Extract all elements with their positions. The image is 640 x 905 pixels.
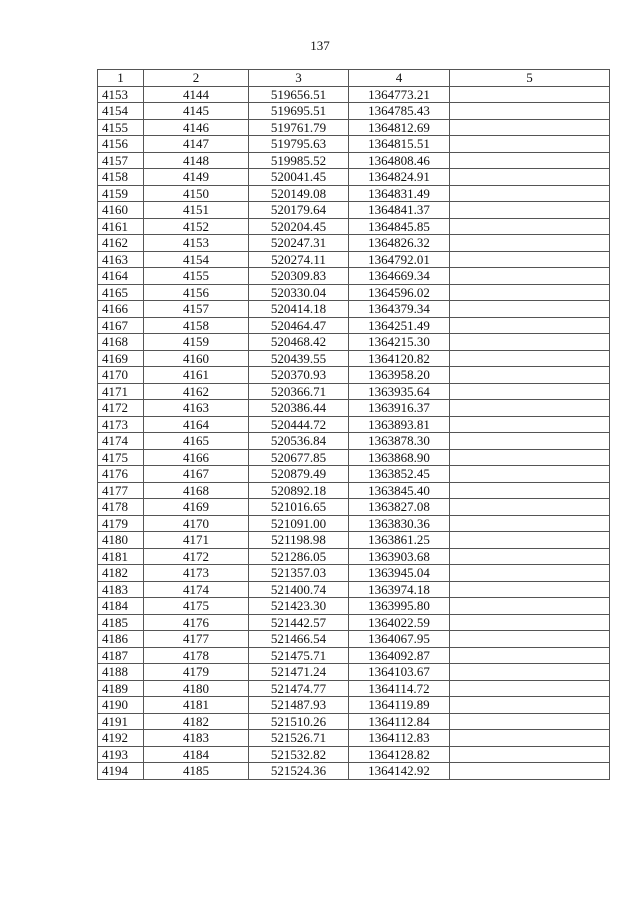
table-cell: 521423.30 xyxy=(249,598,349,615)
table-cell: 1363830.36 xyxy=(349,515,450,532)
table-row xyxy=(98,730,610,747)
table-cell: 4151 xyxy=(144,202,249,219)
table-cell: 4155 xyxy=(144,268,249,285)
table-cell: 1363995.80 xyxy=(349,598,450,615)
table-cell: 4173 xyxy=(144,565,249,582)
table-row xyxy=(98,317,610,334)
table-cell: 4181 xyxy=(98,548,144,565)
table-body xyxy=(98,86,610,779)
table-cell: 4185 xyxy=(98,614,144,631)
table-cell: 1363852.45 xyxy=(349,466,450,483)
table-cell xyxy=(450,284,610,301)
table-cell xyxy=(450,581,610,598)
table-cell: 520536.84 xyxy=(249,433,349,450)
table-cell: 520879.49 xyxy=(249,466,349,483)
table-row xyxy=(98,515,610,532)
table-cell: 4181 xyxy=(144,697,249,714)
table-cell: 521400.74 xyxy=(249,581,349,598)
table-row xyxy=(98,86,610,103)
table-row xyxy=(98,202,610,219)
table-cell xyxy=(450,218,610,235)
table-row xyxy=(98,763,610,780)
table-cell: 4154 xyxy=(144,251,249,268)
table-cell: 1364841.37 xyxy=(349,202,450,219)
table-cell: 520677.85 xyxy=(249,449,349,466)
table-cell: 520386.44 xyxy=(249,400,349,417)
table-cell: 4176 xyxy=(98,466,144,483)
table-row xyxy=(98,119,610,136)
table-cell: 4167 xyxy=(144,466,249,483)
table-cell: 520330.04 xyxy=(249,284,349,301)
table-cell: 4160 xyxy=(98,202,144,219)
table-cell: 4174 xyxy=(98,433,144,450)
table-cell: 520179.64 xyxy=(249,202,349,219)
table-cell: 4182 xyxy=(98,565,144,582)
table-cell xyxy=(450,235,610,252)
table-cell: 4175 xyxy=(144,598,249,615)
table-cell: 4156 xyxy=(98,136,144,153)
table-cell: 1364103.67 xyxy=(349,664,450,681)
table-cell: 520444.72 xyxy=(249,416,349,433)
table-cell: 1364808.46 xyxy=(349,152,450,169)
table-cell: 4171 xyxy=(144,532,249,549)
table-row xyxy=(98,499,610,516)
table-row xyxy=(98,235,610,252)
table-header-row xyxy=(98,70,610,87)
table-cell: 4179 xyxy=(98,515,144,532)
table-row xyxy=(98,680,610,697)
table-cell: 4177 xyxy=(144,631,249,648)
table-cell: 4168 xyxy=(144,482,249,499)
table-cell: 1363861.25 xyxy=(349,532,450,549)
table-row xyxy=(98,565,610,582)
table-cell: 1363903.68 xyxy=(349,548,450,565)
table-cell xyxy=(450,136,610,153)
table-cell: 1363827.08 xyxy=(349,499,450,516)
table-cell: 519656.51 xyxy=(249,86,349,103)
table-cell: 521532.82 xyxy=(249,746,349,763)
table-cell: 1364845.85 xyxy=(349,218,450,235)
table-cell: 4166 xyxy=(144,449,249,466)
table-row xyxy=(98,664,610,681)
table-cell xyxy=(450,301,610,318)
table-cell: 4160 xyxy=(144,350,249,367)
table-cell: 1364669.34 xyxy=(349,268,450,285)
table-cell xyxy=(450,367,610,384)
table-cell: 4157 xyxy=(144,301,249,318)
table-cell: 1363935.64 xyxy=(349,383,450,400)
table-cell: 1363893.81 xyxy=(349,416,450,433)
column-header: 4 xyxy=(349,70,450,87)
table-cell: 1364792.01 xyxy=(349,251,450,268)
table-cell xyxy=(450,614,610,631)
table-row xyxy=(98,334,610,351)
table-row xyxy=(98,433,610,450)
table-cell: 1363878.30 xyxy=(349,433,450,450)
table-cell: 4163 xyxy=(98,251,144,268)
table-cell: 4182 xyxy=(144,713,249,730)
table-cell xyxy=(450,746,610,763)
column-header: 1 xyxy=(98,70,144,87)
table-cell: 4161 xyxy=(98,218,144,235)
table-cell: 1364785.43 xyxy=(349,103,450,120)
table-cell xyxy=(450,763,610,780)
table-cell: 1364215.30 xyxy=(349,334,450,351)
table-cell: 4145 xyxy=(144,103,249,120)
table-cell: 4187 xyxy=(98,647,144,664)
table-row xyxy=(98,548,610,565)
table-cell xyxy=(450,647,610,664)
table-cell: 521286.05 xyxy=(249,548,349,565)
table-cell: 1364251.49 xyxy=(349,317,450,334)
table-cell: 521198.98 xyxy=(249,532,349,549)
table-cell xyxy=(450,119,610,136)
table-cell: 1364112.84 xyxy=(349,713,450,730)
table-cell: 4185 xyxy=(144,763,249,780)
table-row xyxy=(98,152,610,169)
table-row xyxy=(98,697,610,714)
table-row xyxy=(98,251,610,268)
table-cell: 519985.52 xyxy=(249,152,349,169)
table-cell xyxy=(450,482,610,499)
table-cell xyxy=(450,169,610,186)
table-cell: 4167 xyxy=(98,317,144,334)
table-cell xyxy=(450,697,610,714)
table-cell: 521524.36 xyxy=(249,763,349,780)
table-cell: 4158 xyxy=(98,169,144,186)
table-cell: 4170 xyxy=(98,367,144,384)
table-cell: 1364596.02 xyxy=(349,284,450,301)
table-row xyxy=(98,218,610,235)
table-cell xyxy=(450,499,610,516)
table-row xyxy=(98,532,610,549)
table-cell: 4158 xyxy=(144,317,249,334)
table-row xyxy=(98,268,610,285)
page-number: 137 xyxy=(310,38,330,53)
table-cell: 4189 xyxy=(98,680,144,697)
table-cell: 4170 xyxy=(144,515,249,532)
table-cell: 520247.31 xyxy=(249,235,349,252)
table-cell: 1364142.92 xyxy=(349,763,450,780)
table-cell xyxy=(450,317,610,334)
table-cell: 4191 xyxy=(98,713,144,730)
table-cell xyxy=(450,86,610,103)
table-cell: 1364379.34 xyxy=(349,301,450,318)
table-row xyxy=(98,103,610,120)
column-header: 5 xyxy=(450,70,610,87)
table-row xyxy=(98,449,610,466)
table-cell: 520274.11 xyxy=(249,251,349,268)
table-row xyxy=(98,185,610,202)
table-cell xyxy=(450,565,610,582)
table-cell xyxy=(450,152,610,169)
table-cell xyxy=(450,466,610,483)
table-cell: 1364112.83 xyxy=(349,730,450,747)
table-cell xyxy=(450,680,610,697)
table-cell: 1363974.18 xyxy=(349,581,450,598)
table-cell: 1363945.04 xyxy=(349,565,450,582)
table-cell: 521471.24 xyxy=(249,664,349,681)
table-cell: 1364119.89 xyxy=(349,697,450,714)
table-cell: 4162 xyxy=(144,383,249,400)
table-cell: 519795.63 xyxy=(249,136,349,153)
table-cell: 4164 xyxy=(98,268,144,285)
table-cell xyxy=(450,251,610,268)
table-cell: 4155 xyxy=(98,119,144,136)
table-cell: 521091.00 xyxy=(249,515,349,532)
table-cell: 4178 xyxy=(144,647,249,664)
table-cell: 1364831.49 xyxy=(349,185,450,202)
table-cell: 1364114.72 xyxy=(349,680,450,697)
table-cell: 4176 xyxy=(144,614,249,631)
table-cell: 4159 xyxy=(144,334,249,351)
table-cell: 1364815.51 xyxy=(349,136,450,153)
table-cell: 4175 xyxy=(98,449,144,466)
table-cell: 4153 xyxy=(144,235,249,252)
table-cell: 521487.93 xyxy=(249,697,349,714)
table-cell: 520892.18 xyxy=(249,482,349,499)
table-cell: 1364826.32 xyxy=(349,235,450,252)
table-cell: 4190 xyxy=(98,697,144,714)
table-cell: 519695.51 xyxy=(249,103,349,120)
table-cell: 4171 xyxy=(98,383,144,400)
table-row xyxy=(98,350,610,367)
table-cell xyxy=(450,416,610,433)
table-row xyxy=(98,713,610,730)
column-header: 3 xyxy=(249,70,349,87)
table-cell: 4161 xyxy=(144,367,249,384)
table-cell: 4194 xyxy=(98,763,144,780)
table-cell: 521475.71 xyxy=(249,647,349,664)
table-cell: 4174 xyxy=(144,581,249,598)
table-cell: 521474.77 xyxy=(249,680,349,697)
table-cell: 520464.47 xyxy=(249,317,349,334)
table-row xyxy=(98,136,610,153)
table-cell: 4179 xyxy=(144,664,249,681)
table-cell: 4183 xyxy=(98,581,144,598)
table-row xyxy=(98,416,610,433)
table-cell: 520204.45 xyxy=(249,218,349,235)
table-cell xyxy=(450,433,610,450)
table-cell xyxy=(450,202,610,219)
table-cell xyxy=(450,598,610,615)
table-cell: 4154 xyxy=(98,103,144,120)
table-cell xyxy=(450,383,610,400)
table-cell: 4157 xyxy=(98,152,144,169)
table-cell: 4165 xyxy=(98,284,144,301)
table-row xyxy=(98,631,610,648)
table-cell: 520041.45 xyxy=(249,169,349,186)
table-cell: 4152 xyxy=(144,218,249,235)
table-row xyxy=(98,746,610,763)
table-cell: 1363868.90 xyxy=(349,449,450,466)
table-row xyxy=(98,581,610,598)
table-cell: 4172 xyxy=(144,548,249,565)
table-cell: 4169 xyxy=(98,350,144,367)
table-cell xyxy=(450,515,610,532)
table-cell: 4164 xyxy=(144,416,249,433)
column-header: 2 xyxy=(144,70,249,87)
table-cell: 4178 xyxy=(98,499,144,516)
table-cell: 4147 xyxy=(144,136,249,153)
table-cell: 1364067.95 xyxy=(349,631,450,648)
table-cell xyxy=(450,350,610,367)
table-cell: 1364022.59 xyxy=(349,614,450,631)
table-row xyxy=(98,614,610,631)
table-cell: 519761.79 xyxy=(249,119,349,136)
table-cell xyxy=(450,449,610,466)
table-cell xyxy=(450,532,610,549)
table-cell: 4172 xyxy=(98,400,144,417)
table-cell: 4173 xyxy=(98,416,144,433)
table-row xyxy=(98,598,610,615)
table-row xyxy=(98,466,610,483)
table-cell: 1364092.87 xyxy=(349,647,450,664)
table-cell: 520414.18 xyxy=(249,301,349,318)
table-cell: 4186 xyxy=(98,631,144,648)
table-cell: 1364128.82 xyxy=(349,746,450,763)
table-cell: 520149.08 xyxy=(249,185,349,202)
table-cell: 4184 xyxy=(98,598,144,615)
table-cell xyxy=(450,713,610,730)
table-cell xyxy=(450,103,610,120)
table-cell: 521510.26 xyxy=(249,713,349,730)
table-row xyxy=(98,400,610,417)
table-row xyxy=(98,169,610,186)
table-cell: 4168 xyxy=(98,334,144,351)
table-row xyxy=(98,482,610,499)
table-cell: 521442.57 xyxy=(249,614,349,631)
table-cell: 4193 xyxy=(98,746,144,763)
table-cell: 4184 xyxy=(144,746,249,763)
table-cell: 4180 xyxy=(144,680,249,697)
table-cell xyxy=(450,730,610,747)
table-cell: 4148 xyxy=(144,152,249,169)
table-cell: 4144 xyxy=(144,86,249,103)
table-row xyxy=(98,367,610,384)
table-row xyxy=(98,301,610,318)
table-cell: 4169 xyxy=(144,499,249,516)
table-cell: 4180 xyxy=(98,532,144,549)
table-cell: 1363916.37 xyxy=(349,400,450,417)
table-cell: 1364824.91 xyxy=(349,169,450,186)
table-cell: 520439.55 xyxy=(249,350,349,367)
table-cell xyxy=(450,664,610,681)
table-cell: 520309.83 xyxy=(249,268,349,285)
table-cell: 4163 xyxy=(144,400,249,417)
table-cell: 4183 xyxy=(144,730,249,747)
table-cell: 521466.54 xyxy=(249,631,349,648)
table-cell: 4188 xyxy=(98,664,144,681)
table-cell: 4156 xyxy=(144,284,249,301)
table-cell: 4177 xyxy=(98,482,144,499)
table-cell: 1364773.21 xyxy=(349,86,450,103)
coordinates-table xyxy=(97,69,610,780)
table-cell: 4150 xyxy=(144,185,249,202)
table-cell: 4165 xyxy=(144,433,249,450)
table-cell: 521526.71 xyxy=(249,730,349,747)
table-cell: 1363958.20 xyxy=(349,367,450,384)
table-cell: 4146 xyxy=(144,119,249,136)
table-cell xyxy=(450,268,610,285)
table-cell xyxy=(450,334,610,351)
table-cell: 4166 xyxy=(98,301,144,318)
table-cell: 1364120.82 xyxy=(349,350,450,367)
table-cell: 4159 xyxy=(98,185,144,202)
table-cell xyxy=(450,631,610,648)
table-cell: 520468.42 xyxy=(249,334,349,351)
table-row xyxy=(98,647,610,664)
table-cell: 4149 xyxy=(144,169,249,186)
table-cell xyxy=(450,400,610,417)
table-row xyxy=(98,383,610,400)
table-cell xyxy=(450,548,610,565)
table-cell: 1363845.40 xyxy=(349,482,450,499)
table-cell: 4192 xyxy=(98,730,144,747)
table-cell: 521016.65 xyxy=(249,499,349,516)
table-row xyxy=(98,284,610,301)
table-cell: 1364812.69 xyxy=(349,119,450,136)
table-cell: 521357.03 xyxy=(249,565,349,582)
table-cell xyxy=(450,185,610,202)
table-cell: 520366.71 xyxy=(249,383,349,400)
table-cell: 520370.93 xyxy=(249,367,349,384)
table-cell: 4153 xyxy=(98,86,144,103)
table-cell: 4162 xyxy=(98,235,144,252)
